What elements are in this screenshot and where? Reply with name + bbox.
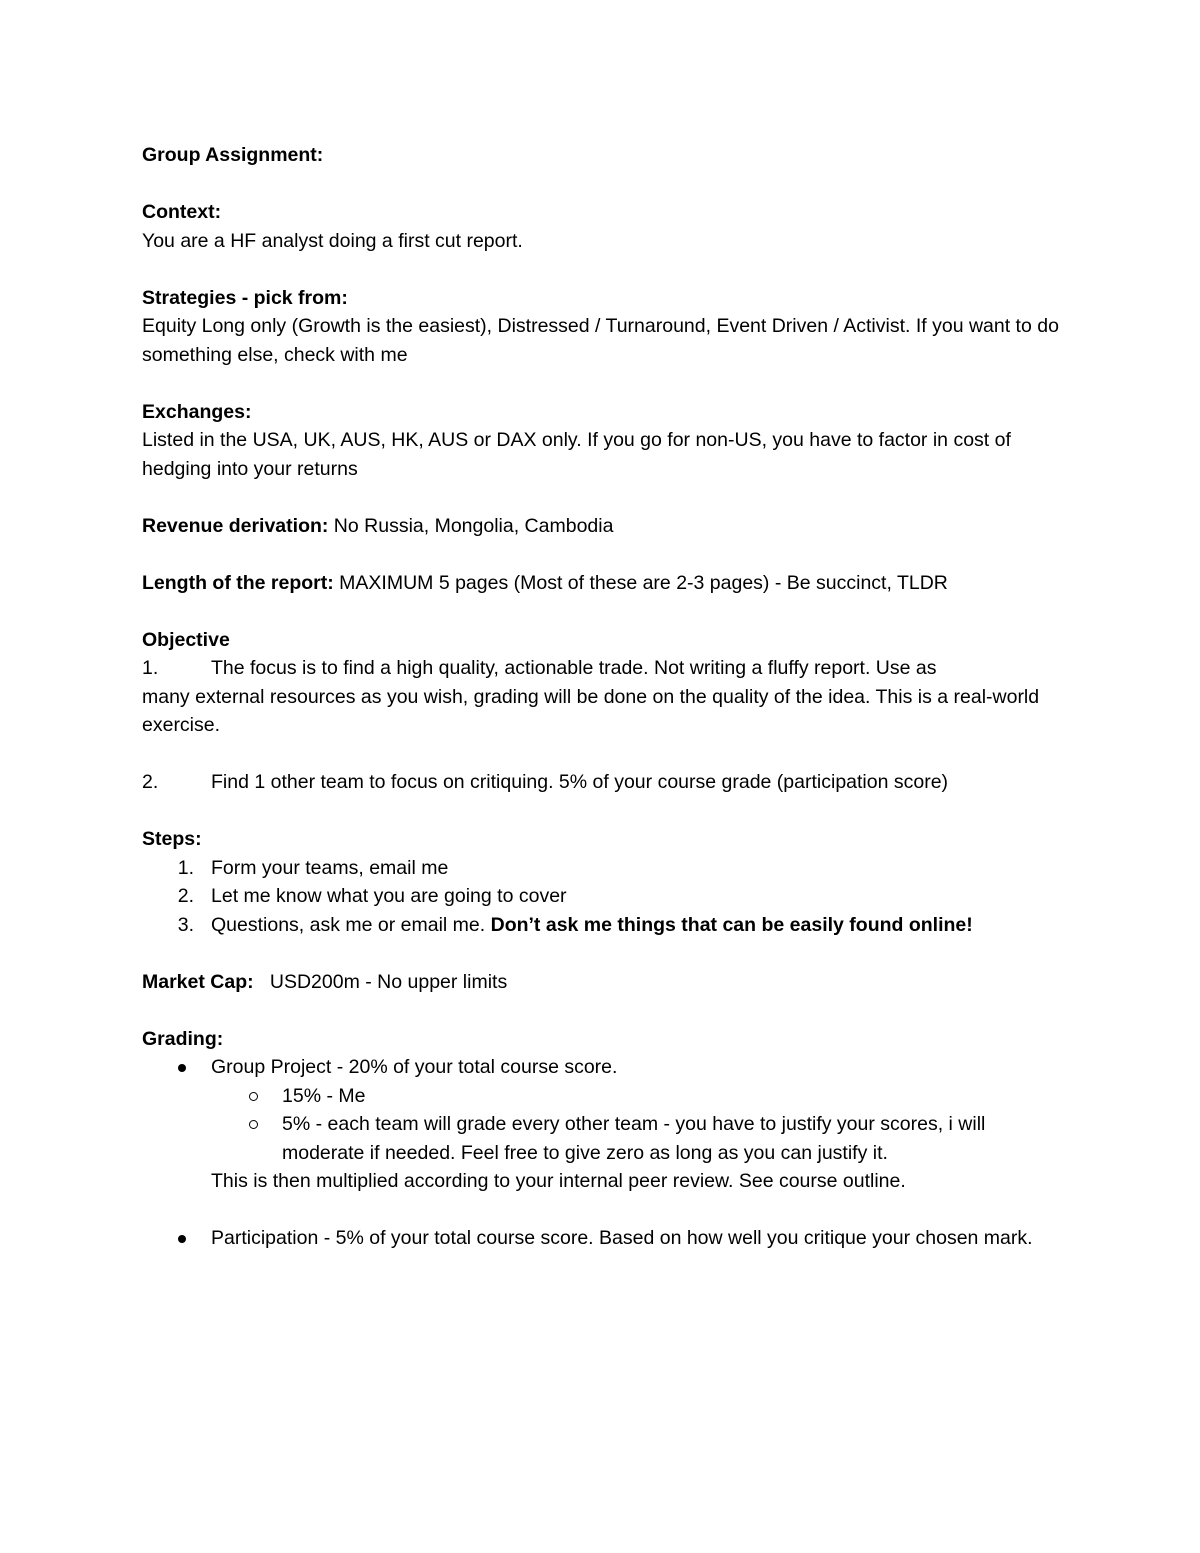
step-text: Let me know what you are going to cover	[211, 885, 567, 907]
context-heading: Context:	[142, 201, 222, 223]
sub-item-text: 5% - each team will grade every other team - you have to justify your scores, i will moderate if needed. Feel free to give zero as long as you can justify it.	[282, 1113, 986, 1164]
length-label: Length of the report:	[142, 571, 334, 594]
step-number: 1.	[177, 856, 194, 879]
document-content	[142, 141, 1067, 1253]
report-length	[142, 569, 1067, 598]
market-cap	[142, 968, 1067, 997]
sub-item-text: 15% - Me	[282, 1084, 366, 1107]
steps-list	[142, 854, 1067, 940]
group-project-text: Group Project - 20% of your total course score.	[211, 1056, 618, 1078]
context-text: You are a HF analyst doing a first cut report.	[142, 229, 523, 252]
exchanges-text: Listed in the USA, UK, AUS, HK, AUS or DAX only. If you go for non-US, you have to factor in cost of hedging into your returns	[142, 429, 1011, 480]
list-item	[142, 1224, 1067, 1253]
strategies-heading: Strategies - pick from:	[142, 286, 348, 309]
grading-list	[142, 1053, 1067, 1253]
list-item	[142, 1053, 1067, 1196]
exchanges-heading: Exchanges:	[142, 400, 252, 423]
step-text: Form your teams, email me	[211, 856, 449, 879]
market-cap-label: Market Cap:	[142, 970, 254, 993]
revenue-derivation	[142, 512, 1067, 541]
document-title: Group Assignment:	[142, 144, 324, 166]
circle-bullet-icon	[142, 1082, 282, 1111]
list-item	[142, 1110, 1067, 1167]
step-text: Questions, ask me or email me.	[211, 913, 491, 936]
objective-number: 1.	[142, 657, 159, 679]
objective-item	[142, 654, 1067, 683]
list-item	[142, 911, 1067, 940]
list-item	[142, 854, 1067, 883]
length-text: MAXIMUM 5 pages (Most of these are 2-3 pages) - Be succinct, TLDR	[333, 571, 948, 594]
objective-heading: Objective	[142, 628, 230, 651]
group-project-note: This is then multiplied according to your internal peer review. See course outline.	[211, 1170, 906, 1192]
market-cap-text: USD200m - No upper limits	[253, 970, 508, 993]
participation-text: Participation - 5% of your total course score. Based on how well you critique your chosen mark.	[211, 1227, 1033, 1249]
list-item	[142, 882, 1067, 911]
bullet-icon	[142, 1053, 211, 1082]
revenue-text: No Russia, Mongolia, Cambodia	[328, 514, 614, 537]
step-number: 3.	[177, 913, 194, 936]
strategies-text: Equity Long only (Growth is the easiest), Distressed / Turnaround, Event Driven / Activist. If you want to do something else, check with me	[142, 315, 1059, 366]
circle-bullet-icon	[142, 1110, 282, 1167]
step-number: 2.	[177, 885, 194, 907]
step-text-group	[211, 911, 973, 940]
objective-text: Find 1 other team to focus on critiquing. 5% of your course grade (participation score)	[211, 771, 949, 793]
objective-text: The focus is to find a high quality, actionable trade. Not writing a fluffy report. Use as	[211, 657, 937, 679]
grading-heading: Grading:	[142, 1027, 224, 1050]
objective-number: 2.	[142, 771, 159, 793]
group-project-sublist	[142, 1082, 1067, 1168]
steps-heading: Steps:	[142, 828, 202, 850]
bullet-icon	[142, 1224, 211, 1253]
revenue-label: Revenue derivation:	[142, 514, 329, 537]
objective-item	[142, 768, 1067, 797]
list-item	[142, 1082, 1067, 1111]
objective-continuation: many external resources as you wish, grading will be done on the quality of the idea. This is a real-world exercise.	[142, 685, 1040, 736]
step-emphasis: Don’t ask me things that can be easily found online!	[490, 913, 973, 936]
